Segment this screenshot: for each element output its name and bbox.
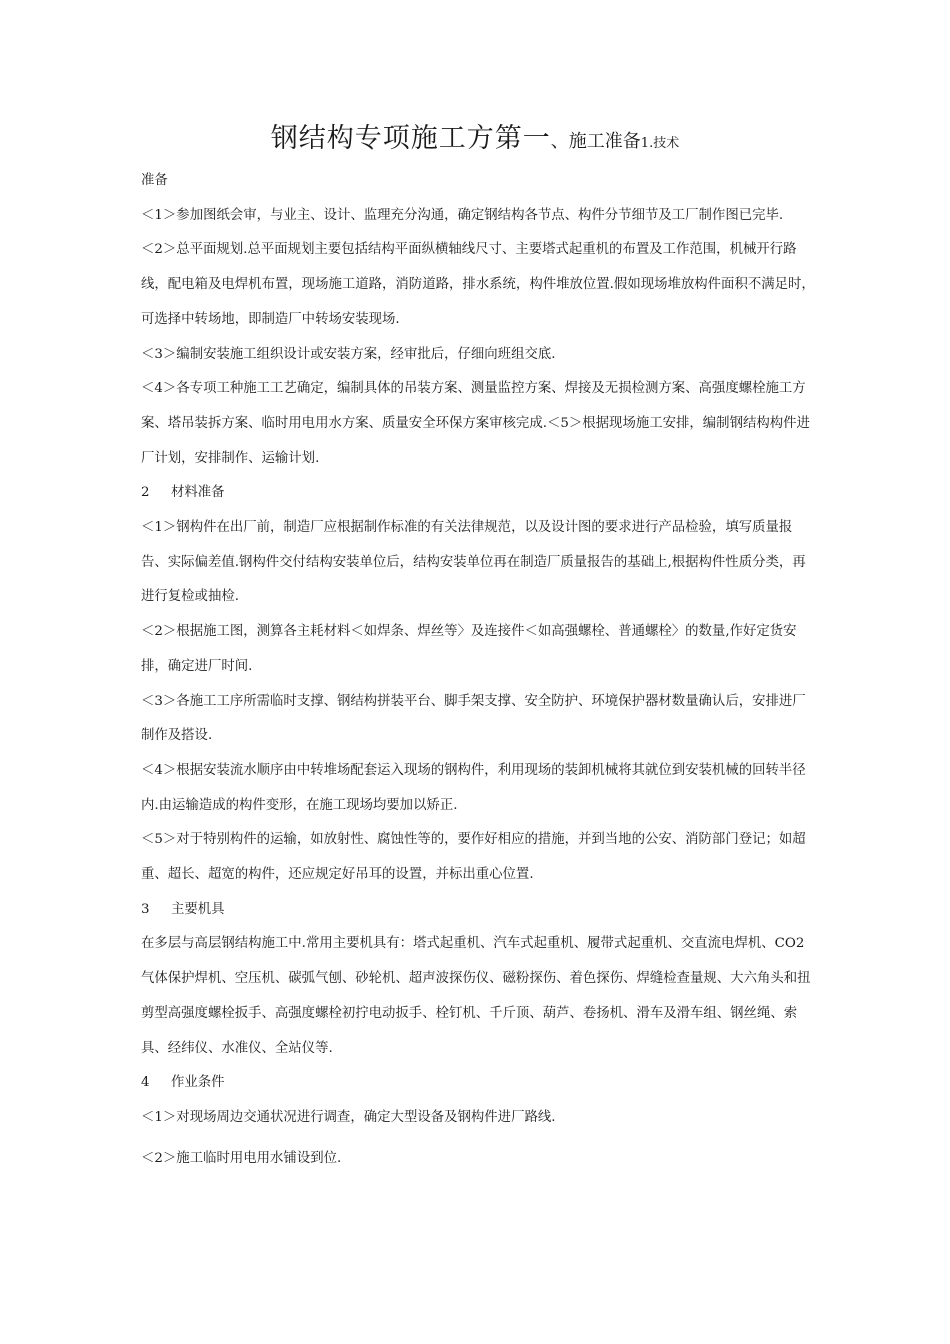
section-title: 作业条件 [171, 1075, 225, 1091]
paragraph: ＜2＞根据施工图，测算各主耗材料＜如焊条、焊丝等〉及连接件＜如高强螺栓、普通螺栓〉的数量,作好定货安排，确定进厂时间. [141, 624, 797, 674]
paragraph: ＜3＞编制安装施工组织设计或安装方案，经审批后，仔细向班组交底. [141, 346, 556, 362]
paragraph: ＜4＞根据安装流水顺序由中转堆场配套运入现场的钢构件，利用现场的装卸机械将其就位到安装机械的回转半径内.由运输造成的构件变形，在施工现场均要加以矫正. [141, 762, 806, 813]
paragraph: 准备 [141, 173, 168, 188]
paragraph: ＜1＞参加图纸会审，与业主、设计、监理充分沟通，确定钢结构各节点、构件分节细节及工厂制作图已完毕. [141, 207, 784, 223]
section-heading-conditions [141, 1066, 817, 1101]
section-heading-materials [141, 476, 817, 511]
paragraph: ＜1＞钢构件在出厂前，制造厂应根据制作标准的有关法律规范，以及设计图的要求进行产品检验，填写质量报告、实际偏差值.钢构件交付结构安装单位后，结构安装单位再在制造厂质量报告的基础上,根据构件性质分类，再进行复检或抽检. [141, 520, 806, 605]
document-body [141, 164, 817, 1176]
paragraph: ＜2＞施工临时用电用水铺设到位. [141, 1150, 342, 1166]
title-main: 钢结构专项施工方第一 [270, 123, 551, 154]
paragraph: ＜1＞对现场周边交通状况进行调查，确定大型设备及钢构件进厂路线. [141, 1109, 556, 1125]
paragraph: 在多层与高层钢结构施工中.常用主要机具有：塔式起重机、汽车式起重机、履带式起重机、交直流电焊机、CO2气体保护焊机、空压机、碳弧气刨、砂轮机、超声波探伤仪、磁粉探伤、着色探伤、焊缝检查量规、大六角头和扭剪型高强度螺栓扳手、高强度螺栓初拧电动扳手、栓钉机、千斤顶、葫芦、卷扬机、滑车及滑车组、钢丝绳、索具、经纬仪、水准仪、全站仪等. [141, 936, 811, 1056]
section-number: 2 [141, 485, 150, 501]
section-title: 主要机具 [171, 901, 225, 917]
section-number: 3 [141, 901, 150, 917]
title-small: 1.技术 [640, 136, 680, 151]
title-sub: 、施工准备 [550, 131, 641, 152]
paragraph: ＜2＞总平面规划.总平面规划主要包括结构平面纵横轴线尺寸、主要塔式起重机的布置及工作范围，机械开行路线，配电箱及电焊机布置，现场施工道路，消防道路，排水系统，构件堆放位置.假如现场堆放构件面积不满足时，可选择中转场地，即制造厂中转场安装现场. [141, 242, 815, 327]
paragraph: ＜3＞各施工工序所需临时支撑、钢结构拼装平台、脚手架支撑、安全防护、环境保护器材数量确认后，安排进厂制作及搭设. [141, 693, 806, 744]
document-title [0, 116, 950, 155]
paragraph: ＜5＞对于特别构件的运输，如放射性、腐蚀性等的，要作好相应的措施，并到当地的公安、消防部门登记；如超重、超长、超宽的构件，还应规定好吊耳的设置，并标出重心位置. [141, 832, 806, 883]
section-title: 材料准备 [171, 485, 225, 501]
section-number: 4 [141, 1075, 150, 1091]
section-heading-equipment [141, 893, 817, 928]
paragraph: ＜4＞各专项工种施工工艺确定，编制具体的吊装方案、测量监控方案、焊接及无损检测方案、高强度螺栓施工方案、塔吊装拆方案、临时用电用水方案、质量安全环保方案审核完成.＜5＞根据现场施工安排，编制钢结构构件进厂计划，安排制作、运输计划. [141, 381, 810, 466]
